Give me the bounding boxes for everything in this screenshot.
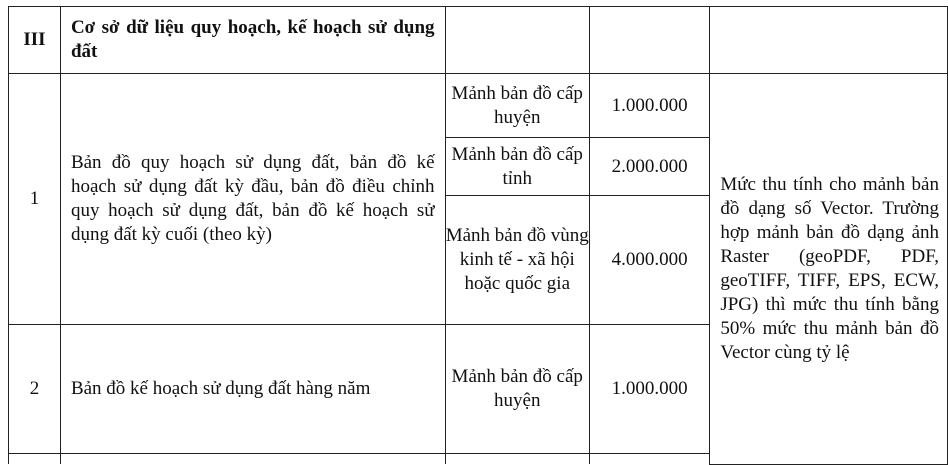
section-number: III <box>9 7 61 74</box>
section-unit-cell <box>445 7 589 74</box>
unit-cell: Mảnh bản đồ cấp huyện <box>445 74 589 138</box>
section-price-cell <box>589 7 709 74</box>
row-index: 2 <box>9 325 61 454</box>
section-title: Cơ sở dữ liệu quy hoạch, kế hoạch sử dụng đất <box>60 7 445 74</box>
section-note-cell <box>710 7 948 74</box>
row-name: Bản đồ kế hoạch sử dụng đất hàng năm <box>60 325 445 454</box>
unit-cell: Mảnh bản đồ vùng kinh tế - xã hội hoặc quốc gia <box>445 196 589 325</box>
section-header-row <box>9 7 948 74</box>
unit-cell: Mảnh bản đồ cấp tỉnh <box>445 138 589 196</box>
price-cell: 1.000.000 <box>589 74 709 138</box>
table-row <box>9 74 948 138</box>
price-cell: 4.000.000 <box>589 196 709 325</box>
note-cell: Mức thu tính cho mảnh bản đồ dạng số Vector. Trường hợp mảnh bản đồ dạng ảnh Raster (geoPDF, PDF, geoTIFF, TIFF, EPS, ECW, JPG) thì mức thu tính bằng 50% mức thu mảnh bản đồ Vector cùng tỷ lệ <box>710 74 948 465</box>
price-cell: 2.000.000 <box>589 138 709 196</box>
fee-table <box>8 6 948 465</box>
price-cell: 1.000.000 <box>589 325 709 454</box>
unit-cell: Mảnh bản đồ cấp huyện <box>445 325 589 454</box>
row-name: Bản đồ quy hoạch sử dụng đất, bản đồ kế hoạch sử dụng đất kỳ đầu, bản đồ điều chỉnh quy hoạch sử dụng đất, bản đồ kế hoạch sử dụng đất kỳ cuối (theo kỳ) <box>60 74 445 325</box>
row-index: 1 <box>9 74 61 325</box>
